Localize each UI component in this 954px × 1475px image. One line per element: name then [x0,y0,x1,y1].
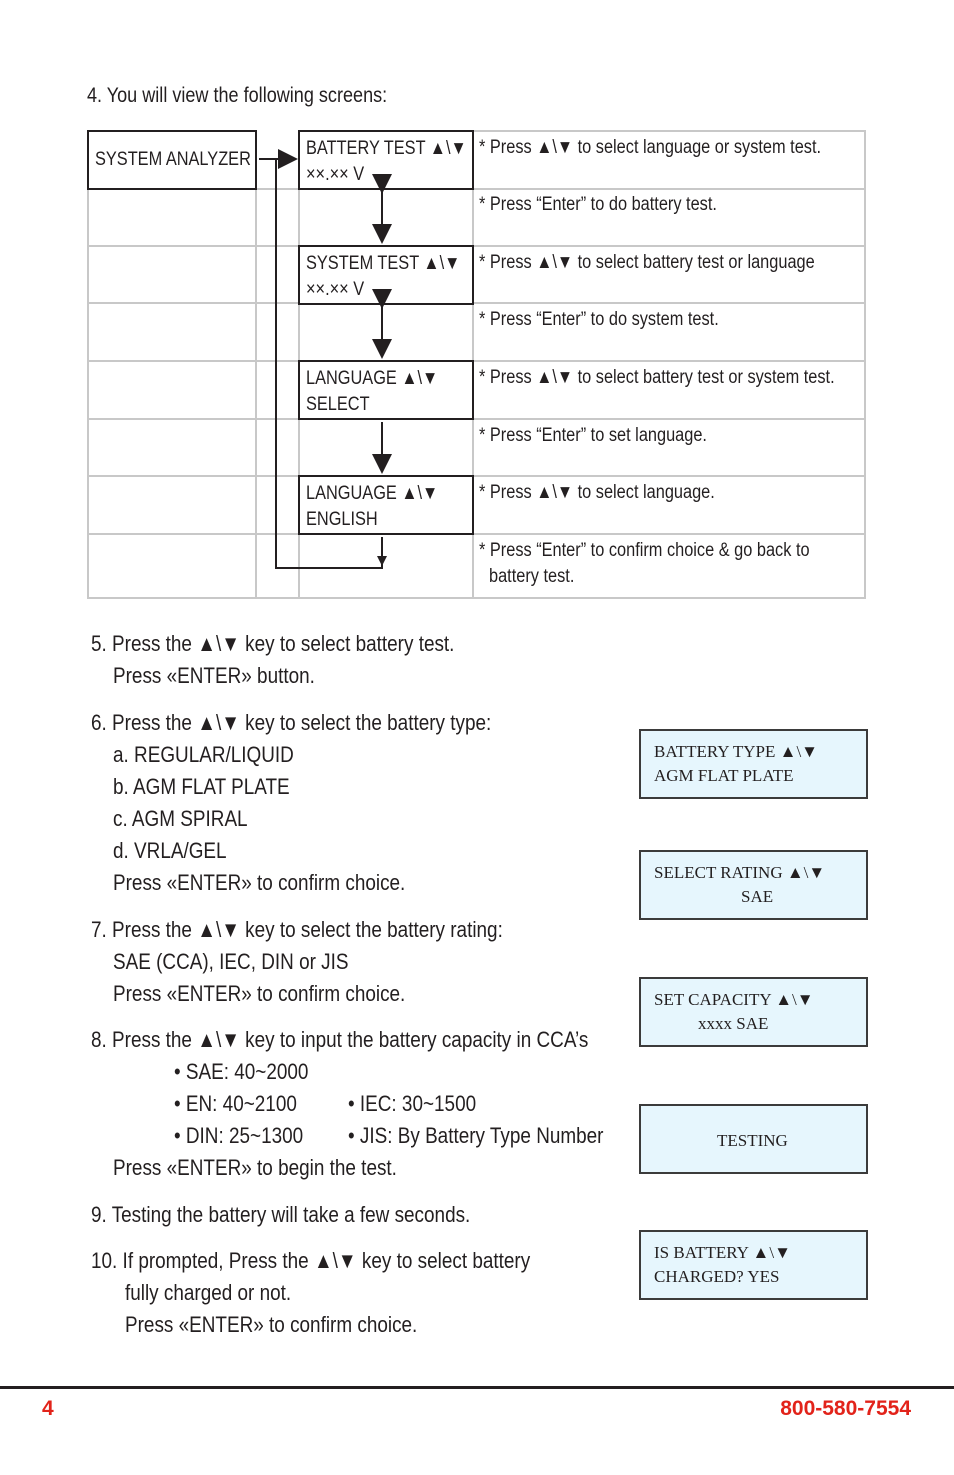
step-text: b. AGM FLAT PLATE [113,774,290,799]
screen-line: LANGUAGE ▲\▼ [306,368,439,389]
note: * Press “Enter” to do battery test. [479,194,717,215]
step-text: fully charged or not. [125,1280,292,1305]
step-text: • SAE: 40~2000 [174,1059,309,1084]
step-text: c. AGM SPIRAL [113,806,248,831]
screen-line: SYSTEM TEST ▲\▼ [306,253,461,274]
lcd-set-capacity [639,977,868,1047]
step-8 [91,1024,669,1184]
footer-divider [0,1386,954,1389]
step-text: 9. Testing the battery will take a few seconds. [91,1202,471,1227]
note: * Press ▲\▼ to select battery test or system test. [479,367,835,388]
step-text: Press «ENTER» to confirm choice. [125,1312,418,1337]
screen-line: BATTERY TEST ▲\▼ [306,138,467,159]
step-10 [91,1245,602,1341]
step-text: 7. Press the ▲\▼ key to select the battery rating: [91,917,503,942]
flow-arrows [0,0,954,620]
step-text: 5. Press the ▲\▼ key to select battery test. [91,631,455,656]
note: * Press “Enter” to do system test. [479,309,719,330]
step-text: d. VRLA/GEL [113,838,227,863]
lcd-line: IS BATTERY ▲\▼ [654,1243,791,1262]
screen-line: LANGUAGE ▲\▼ [306,483,439,504]
lcd-select-rating [639,850,868,920]
step-text: 6. Press the ▲\▼ key to select the battery type: [91,710,492,735]
system-analyzer-label: SYSTEM ANALYZER [95,149,251,170]
step-9 [91,1199,532,1231]
note: * Press ▲\▼ to select language or system test. [479,137,822,158]
step-text: Press «ENTER» button. [113,663,315,688]
note: battery test. [489,566,575,587]
lcd-line: SELECT RATING ▲\▼ [654,863,826,882]
step-text: • JIS: By Battery Type Number [348,1123,604,1148]
phone-number: 800-580-7554 [780,1397,911,1420]
return-loop [276,159,382,568]
step-text: 10. If prompted, Press the ▲\▼ key to select battery [91,1248,531,1273]
screen-line: ××.×× V [306,279,365,300]
step-text: • EN: 40~2100 [174,1091,297,1116]
note: * Press “Enter” to confirm choice & go back to [479,540,810,561]
step-text: Press «ENTER» to confirm choice. [113,870,406,895]
intro-text: 4. You will view the following screens: [87,84,388,107]
step-text: • DIN: 25~1300 [174,1123,304,1148]
step-5 [91,628,514,692]
step-text: Press «ENTER» to confirm choice. [113,981,406,1006]
step-6 [91,707,556,899]
lcd-line: BATTERY TYPE ▲\▼ [654,742,818,761]
lcd-line: SET CAPACITY ▲\▼ [654,990,814,1009]
lcd-battery-type [639,729,868,799]
step-7 [91,914,570,1010]
screen-line: ××.×× V [306,164,365,185]
screen-line: ENGLISH [306,509,378,530]
step-text: SAE (CCA), IEC, DIN or JIS [113,949,349,974]
lcd-line: xxxx SAE [698,1014,769,1033]
lcd-line: CHARGED? YES [654,1267,780,1286]
note: * Press “Enter” to set language. [479,425,707,446]
note: * Press ▲\▼ to select language. [479,482,715,503]
lcd-line: TESTING [717,1131,788,1150]
lcd-testing [639,1104,868,1174]
step-text: • IEC: 30~1500 [348,1091,477,1116]
step-text: Press «ENTER» to begin the test. [113,1155,397,1180]
step-text: a. REGULAR/LIQUID [113,742,294,767]
lcd-charged [639,1230,868,1300]
step-text: 8. Press the ▲\▼ key to input the battery capacity in CCA’s [91,1027,589,1052]
screen-line: SELECT [306,394,370,415]
page-number: 4 [42,1397,54,1420]
lcd-line: AGM FLAT PLATE [654,766,794,785]
note: * Press ▲\▼ to select battery test or language [479,252,815,273]
lcd-line: SAE [741,887,774,906]
